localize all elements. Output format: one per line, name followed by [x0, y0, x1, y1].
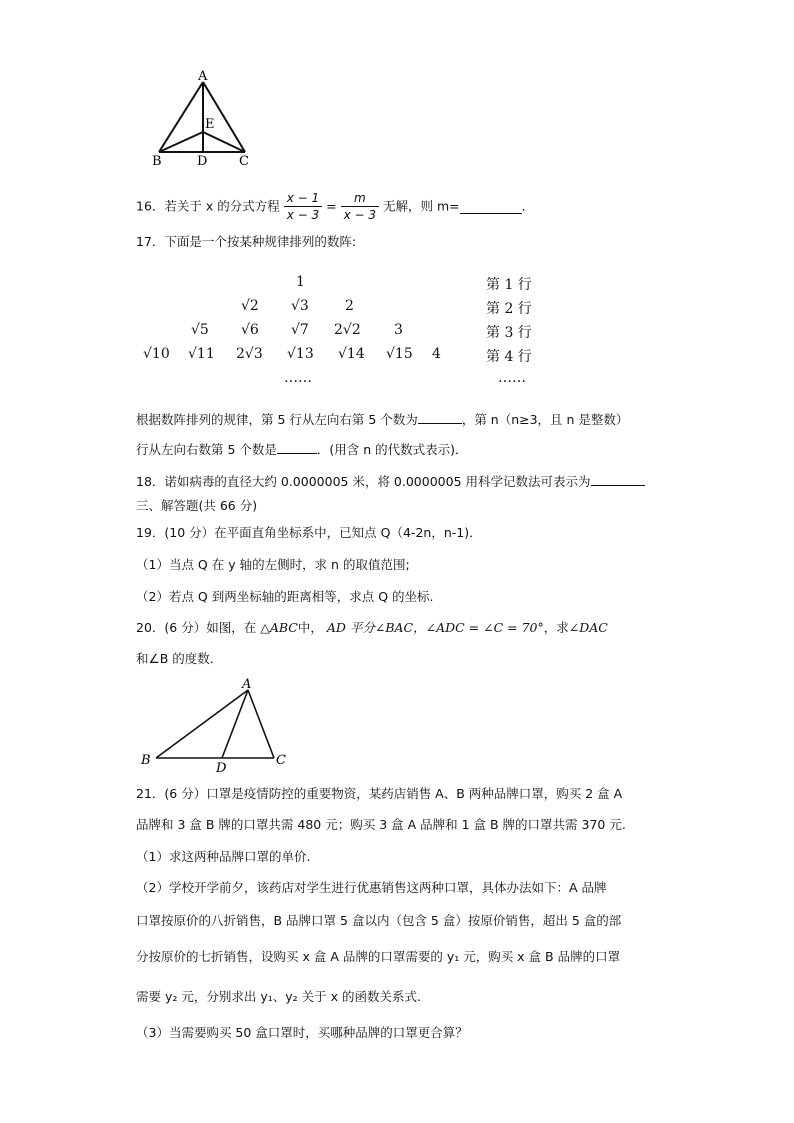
- q16-frac1-numerator: x − 1: [284, 190, 322, 207]
- row-label: 第 4 行: [486, 349, 532, 365]
- label-e: E: [205, 117, 215, 132]
- array-cell: √5: [191, 322, 209, 338]
- array-cell: √7: [291, 322, 309, 338]
- section-3-title: 三、解答题(共 66 分): [136, 498, 258, 513]
- q16-suffix: 无解，则 m=: [383, 198, 460, 214]
- question-19-title: 19．(10 分）在平面直角坐标系中，已知点 Q（4-2n，n-1)．: [136, 525, 482, 540]
- array-cell: 4: [432, 346, 441, 362]
- label-d: D: [216, 761, 227, 776]
- label-a: A: [198, 69, 208, 84]
- q16-fraction-right: [341, 190, 379, 223]
- label-d: D: [197, 154, 208, 168]
- q18-blank: [591, 472, 645, 486]
- array-cell: √14: [338, 346, 365, 362]
- question-17-title: 17．下面是一个按某种规律排列的数阵:: [136, 234, 357, 249]
- q17-text-line1: [136, 410, 628, 429]
- label-a: A: [242, 677, 252, 692]
- question-21-part2-line2: 口罩按原价的八折销售，B 品牌口罩 5 盒以内（包含 5 盒）按原价销售，超出 5 盒的部: [136, 913, 622, 928]
- question-21-part2-line1: （2）学校开学前夕，该药店对学生进行优惠销售这两种口罩，具体办法如下：A 品牌: [136, 880, 607, 895]
- array-cell: √2: [241, 298, 259, 314]
- q16-frac2-denominator: x − 3: [343, 208, 377, 222]
- q16-fraction-left: [284, 190, 322, 223]
- question-19-part1: （1）当点 Q 在 y 轴的左侧时，求 n 的取值范围;: [136, 557, 410, 572]
- array-ellipsis: ……: [284, 370, 312, 386]
- array-cell: √11: [188, 346, 215, 362]
- q16-prefix: 16．若关于 x 的分式方程: [136, 198, 280, 214]
- q20-angle-dac: ∠DAC: [568, 620, 608, 635]
- label-c: C: [276, 753, 286, 768]
- question-18: [136, 472, 645, 491]
- q17-text2b: ．(用含 n 的代数式表示)．: [316, 442, 468, 457]
- figure-triangle-abc-e: [145, 68, 260, 168]
- q20-line1a: 20．(6 分）如图，在: [136, 620, 257, 635]
- q17-text1b: ，第 n（n≥3，且 n 是整数）: [461, 412, 629, 427]
- label-b: B: [152, 154, 162, 168]
- question-21-part2-line3: 分按原价的七折销售，设购买 x 盒 A 品牌的口罩需要的 y₁ 元，购买 x 盒 B 品牌的口罩: [136, 949, 621, 964]
- row-label: 第 2 行: [486, 301, 532, 317]
- q20-line1e: ，求: [543, 620, 569, 635]
- label-b: B: [141, 753, 151, 768]
- q16-answer-blank: [460, 200, 522, 214]
- array-cell: √13: [287, 346, 314, 362]
- array-cell: 1: [296, 274, 305, 290]
- question-16: [136, 190, 526, 223]
- q20-line1c: 中，: [297, 620, 323, 635]
- row-label: 第 3 行: [486, 325, 532, 341]
- figure-triangle-abdc: [136, 676, 296, 776]
- q17-text2a: 行从左向右数第 5 个数是: [136, 442, 277, 457]
- question-21-part3: （3）当需要购买 50 盒口罩时，买哪种品牌的口罩更合算？: [136, 1025, 468, 1040]
- array-cell: √10: [143, 346, 170, 362]
- row-label-ellipsis: ……: [498, 370, 526, 386]
- array-cell: √15: [386, 346, 413, 362]
- q16-equals: =: [326, 198, 337, 214]
- array-cell: 2√2: [334, 322, 361, 338]
- q17-blank-2: [277, 440, 317, 454]
- label-c: C: [239, 154, 249, 168]
- question-20-line1: [136, 619, 608, 637]
- array-cell: 3: [394, 322, 403, 338]
- q20-triangle: △ABC: [260, 620, 298, 635]
- question-21-part1: （1）求这两种品牌口罩的单价.: [136, 849, 311, 864]
- question-21-part2-line4: 需要 y₂ 元，分别求出 y₁、y₂ 关于 x 的函数关系式.: [136, 989, 421, 1004]
- q17-text1a: 根据数阵排列的规律，第 5 行从左向右第 5 个数为: [136, 412, 418, 427]
- q16-frac2-numerator: m: [341, 190, 379, 207]
- question-20-line2: 和∠B 的度数.: [136, 651, 214, 666]
- question-21-line1: 21．(6 分）口罩是疫情防控的重要物资，某药店销售 A、B 两种品牌口罩，购买 2 盒 A: [136, 786, 623, 801]
- array-cell: √3: [291, 298, 309, 314]
- array-cell: 2: [345, 298, 354, 314]
- question-21-line2: 品牌和 3 盒 B 牌的口罩共需 480 元；购买 3 盒 A 品牌和 1 盒 B 牌的口罩共需 370 元.: [136, 817, 626, 832]
- q17-text-line2: [136, 440, 468, 459]
- q18-text: 18．诺如病毒的直径大约 0.0000005 米，将 0.0000005 用科学记数法可表示为: [136, 474, 591, 489]
- question-19-part2: （2）若点 Q 到两坐标轴的距离相等，求点 Q 的坐标.: [136, 589, 434, 604]
- array-cell: √6: [241, 322, 259, 338]
- q16-frac1-denominator: x − 3: [286, 208, 320, 222]
- array-cell: 2√3: [236, 346, 263, 362]
- q20-condition: AD 平分∠BAC，∠ADC = ∠C = 70°: [326, 620, 544, 635]
- q16-end: .: [521, 198, 526, 214]
- q17-blank-1: [418, 410, 462, 424]
- row-label: 第 1 行: [486, 277, 532, 293]
